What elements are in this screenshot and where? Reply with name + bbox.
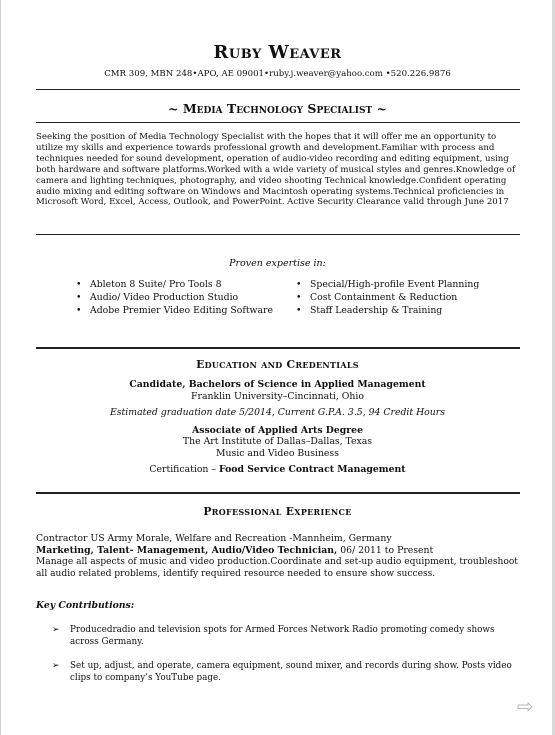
school-art-institute: The Art Institute of Dallas–Dallas, Texas — [182, 436, 373, 447]
job-title: ~ Media Technology Specialist ~ — [168, 101, 387, 116]
arrow-bullet-icon: ➢ — [52, 661, 60, 671]
summary-paragraph: Seeking the position of Media Technology Specialist with the hopes that it will offer me an opportunity to utilize my skills and experience towards professional growth and development.Familiar with process and techniques needed for sound development, operation of audio-video recording and editing equipment, using both hardware and software platforms.Worked with a wide variety of musical styles and genres.Knowledge of camera and lighting techniques, photography, and video shooting Technical knowledge.Confident operating audio mixing and editing software on Windows and Macintosh operating systems.Technical proficiencies in Microsoft Word, Excel, Access, Outlook, and PowerPoint. Active Security Clearance valid through June 2017 — [36, 132, 516, 208]
certification-line — [0, 464, 555, 475]
contact-line: CMR 309, MBN 248•APO, AE 09001•ruby.j.weaver@yahoo.com •520.226.9876 — [104, 69, 451, 79]
expertise-list-right — [296, 278, 479, 317]
key-contributions-heading: Key Contributions: — [36, 600, 135, 611]
list-item: • Staff Leadership & Training — [296, 304, 479, 317]
graduation-note: Estimated graduation date 5/2014, Current G.P.A. 3.5, 94 Credit Hours — [110, 407, 445, 418]
section-divider — [36, 492, 520, 494]
list-item — [52, 624, 522, 648]
role-dates: 06/ 2011 to Present — [337, 545, 434, 556]
employer-line: Contractor US Army Morale, Welfare and Recreation -Mannheim, Germany — [36, 533, 392, 544]
list-item: • Special/High-profile Event Planning — [296, 278, 479, 291]
school-franklin: Franklin University–Cincinnati, Ohio — [191, 391, 364, 402]
role-description: Manage all aspects of music and video production.Coordinate and set-up audio equipment, troubleshoot all audio related problems, identify required resource needed to ensure show success. — [36, 557, 518, 579]
list-item: • Ableton 8 Suite/ Pro Tools 8 — [76, 278, 273, 291]
arrow-bullet-icon: ➢ — [52, 625, 60, 635]
certification-label: Certification – — [149, 464, 219, 475]
contributions-list — [52, 660, 522, 684]
divider — [36, 122, 520, 123]
list-item: • Audio/ Video Production Studio — [76, 291, 273, 304]
list-item — [52, 660, 522, 684]
next-arrow-icon[interactable]: ⇨ — [517, 694, 534, 718]
degree-associate: Associate of Applied Arts Degree — [192, 425, 363, 436]
list-item: • Cost Containment & Reduction — [296, 291, 479, 304]
contribution-text: Producedradio and television spots for Armed Forces Network Radio promoting comedy shows across Germany. — [70, 625, 495, 647]
divider — [36, 89, 520, 90]
experience-heading: Professional Experience — [203, 505, 352, 518]
list-item: • Adobe Premier Video Editing Software — [76, 304, 273, 317]
role-line — [36, 545, 433, 557]
section-divider — [36, 347, 520, 349]
expertise-list-left — [76, 278, 273, 317]
expertise-heading: Proven expertise in: — [229, 258, 326, 269]
divider — [36, 234, 520, 235]
education-heading: Education and Credentials — [196, 358, 359, 371]
certification-name: Food Service Contract Management — [218, 464, 406, 475]
resume-name: Ruby Weaver — [213, 42, 342, 63]
degree-bachelors: Candidate, Bachelors of Science in Applied Management — [129, 379, 426, 390]
contribution-text: Set up, adjust, and operate, camera equipment, sound mixer, and records during show. Posts video clips to company’s YouTube page. — [70, 661, 512, 683]
contributions-list — [52, 624, 522, 648]
major-music-video: Music and Video Business — [216, 448, 339, 459]
role-title: Marketing, Talent- Management, Audio/Video Technician, — [36, 545, 338, 556]
